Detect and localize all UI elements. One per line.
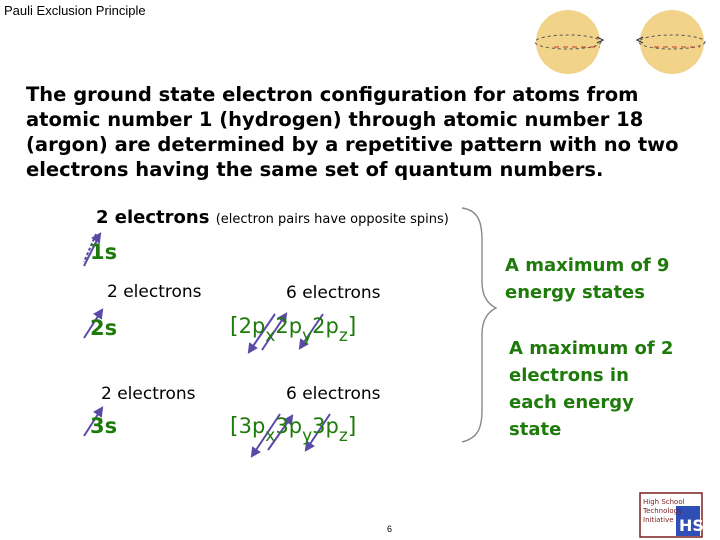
summary-line: each energy — [509, 392, 634, 413]
orbital-label: 2p — [238, 314, 266, 338]
intro-paragraph — [26, 82, 696, 182]
orbital-3p-group — [230, 414, 357, 446]
svg-text:High School: High School — [643, 498, 685, 506]
orbital-3s: 3s — [90, 414, 118, 438]
orbital-3py — [275, 414, 313, 446]
svg-text:Initiative: Initiative — [643, 516, 674, 524]
orbital-3pz — [312, 414, 348, 446]
right-brace-icon — [462, 208, 496, 442]
orbital-label: 2p — [275, 314, 303, 338]
summary-line: A maximum of 2 — [509, 338, 674, 359]
shell2-p-count: 6 electrons — [286, 283, 381, 303]
orbital-2py — [275, 314, 313, 346]
orbital-1s: 1s — [90, 240, 118, 264]
orbital-sub: y — [302, 326, 313, 346]
spin-note: (electron pairs have opposite spins) — [215, 212, 449, 227]
orbital-sub: y — [302, 426, 313, 446]
summary-line: electrons in — [509, 365, 629, 386]
shell2-s-count: 2 electrons — [107, 282, 202, 302]
orbital-label: 2p — [312, 314, 339, 338]
max-electrons — [509, 335, 673, 443]
bracket-open: [ — [230, 414, 239, 439]
svg-text:HS: HS — [679, 516, 704, 535]
orbital-sub: x — [265, 326, 276, 346]
orbital-3px — [238, 414, 276, 446]
bracket-close: ] — [347, 414, 357, 439]
orbital-sub: z — [338, 426, 348, 446]
shell1-count — [96, 207, 449, 228]
page-number: 6 — [387, 524, 393, 534]
orbital-sub: x — [265, 426, 276, 446]
orbital-2pz — [312, 314, 348, 346]
summary-line: state — [509, 419, 562, 440]
bracket-open: [ — [230, 314, 239, 339]
orbital-label: 3p — [275, 414, 303, 438]
orbital-2px — [238, 314, 276, 346]
orbital-label: 3p — [238, 414, 266, 438]
summary-line: A maximum of 9 — [505, 255, 670, 276]
shell1-count-label: 2 electrons — [96, 207, 210, 228]
summary-line: energy states — [505, 282, 645, 303]
intro-line: electrons having the same set of quantum numbers. — [26, 158, 604, 181]
shell3-s-count: 2 electrons — [101, 384, 196, 404]
bracket-close: ] — [347, 314, 357, 339]
orbital-2p-group — [230, 314, 357, 346]
max-energy-states — [505, 252, 669, 306]
shell3-p-count: 6 electrons — [286, 384, 381, 404]
orbital-2s: 2s — [90, 316, 118, 340]
orbital-sub: z — [338, 326, 348, 346]
spin-sphere-right-icon — [637, 10, 705, 74]
spin-sphere-left-icon — [535, 10, 603, 74]
slide-header: Pauli Exclusion Principle — [4, 3, 146, 18]
orbital-label: 3p — [312, 414, 339, 438]
school-logo-icon — [640, 493, 704, 537]
intro-line: atomic number 1 (hydrogen) through atomic number 18 — [26, 108, 644, 131]
intro-line: (argon) are determined by a repetitive pattern with no two — [26, 133, 679, 156]
svg-text:Technology: Technology — [643, 507, 683, 515]
intro-line: The ground state electron configuration for atoms from — [26, 83, 639, 106]
